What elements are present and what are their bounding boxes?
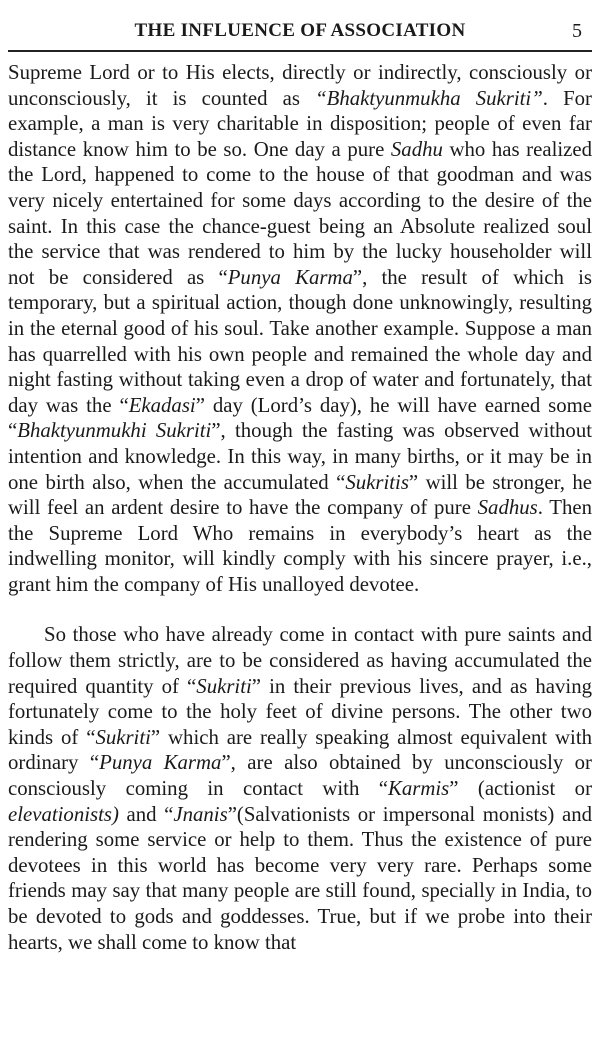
text-run: So those who have already come in contact with pure saints and follow them strictly, are to be considered as having accumulated the required quantity of “: [8, 623, 592, 698]
body-text: [8, 60, 592, 955]
chapter-title: THE INFLUENCE OF ASSOCIATION: [134, 20, 466, 41]
header-rule: [8, 50, 592, 52]
text-run: ” day (Lord’s day), he will have earned some “: [8, 393, 593, 443]
paragraph: [8, 60, 592, 597]
text-run: ”, the result of which is temporary, but a spiritual action, though done unknowingly, resulting in the eternal good of his soul. Take another example. Suppose a man has quarrelled with his own people and remained the whole day and night fasting without taking even a drop of water and fortunately, that day was the “: [8, 265, 593, 417]
text-run: ” (actionist or: [449, 777, 593, 801]
italic-term: Ekadasi: [128, 393, 196, 417]
text-run: ”, though the fasting was observed without intention and knowledge. In this way, in many births, or it may be in one birth also, when the accumulated “: [8, 419, 593, 494]
italic-term: Sukriti: [196, 674, 252, 698]
text-run: . Then the Supreme Lord Who remains in everybody’s heart as the indwelling monitor, will kindly comply with his sincere prayer, i.e., grant him the company of His unalloyed devotee.: [8, 496, 592, 596]
italic-term: “Bhaktyunmukha Sukriti”: [315, 86, 543, 110]
page-number: 5: [572, 20, 582, 42]
text-run: ”(Salvationists or impersonal monists) and rendering some service or help to them. Thus the existence of pure devotees in this world has become very very rare. Perhaps some friends may say that many people are still found, specially in India, to be devoted to gods and goddesses. True, but if we probe into their hearts, we shall come to know that: [8, 802, 592, 954]
text-run: ” in their previous lives, and as having fortunately come to the holy feet of divine persons. The other two kinds of “: [8, 674, 592, 749]
italic-term: Sadhus: [477, 496, 538, 520]
italic-term: Sukriti: [95, 725, 151, 749]
italic-term: Sadhu: [390, 137, 443, 161]
text-run: Supreme Lord or to His elects, directly or indirectly, consciously or unconsciously, it is counted as: [8, 61, 592, 110]
italic-term: Karmis: [388, 777, 450, 801]
paragraph: [8, 622, 592, 955]
text-run: ” will be stronger, he will feel an ardent desire to have the company of pure: [8, 470, 593, 520]
text-run: . For example, a man is very charitable in disposition; people of even far distance know him to be so. One day a pure: [8, 86, 592, 161]
running-header: [8, 14, 592, 48]
italic-term: Sukritis: [345, 470, 409, 494]
text-run: who has realized the Lord, happened to come to the house of that goodman and was very nicely entertained for some days according to the desire of the saint. In this case the chance-guest being an Absolute realized soul the service that was rendered to him by the lucky householder will not be considered as “: [8, 137, 592, 289]
italic-term: Bhaktyunmukhi Sukriti: [17, 419, 212, 443]
text-run: ”, are also obtained by unconsciously or consciously coming in contact with “: [8, 751, 592, 801]
text-run: and “: [118, 802, 174, 826]
text-run: ” which are really speaking almost equivalent with ordinary “: [8, 725, 592, 775]
italic-term: Punya Karma: [227, 265, 353, 289]
italic-term: elevationists): [8, 802, 119, 826]
italic-term: Punya Karma: [99, 751, 222, 775]
italic-term: Jnanis: [173, 802, 228, 826]
